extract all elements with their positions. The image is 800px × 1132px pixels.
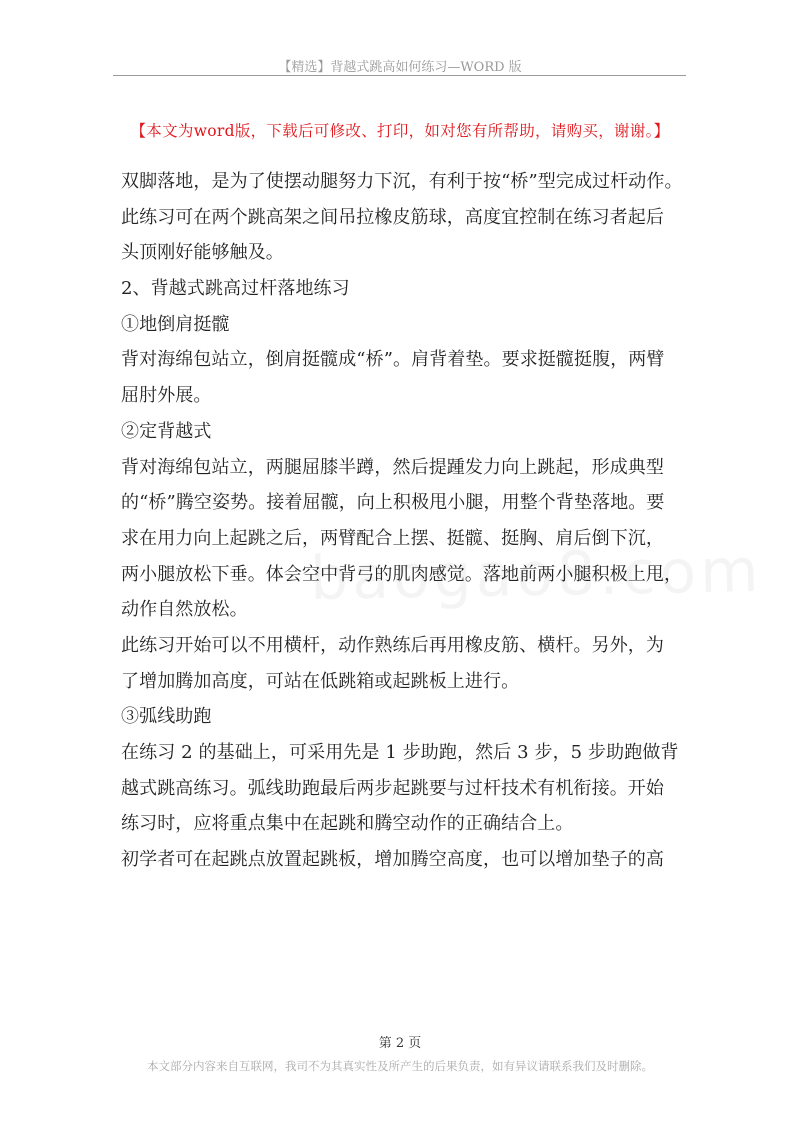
paragraph-line: 此练习开始可以不用横杆，动作熟练后再用橡皮筋、横杆。另外，为 [121, 634, 664, 656]
paragraph-line: 双脚落地，是为了使摆动腿努力下沉，有利于按“桥”型完成过杆动作。 [121, 171, 683, 192]
paragraph-line: 两小腿放松下垂。体会空中背弓的肌肉感觉。落地前两小腿积极上甩， [121, 563, 683, 585]
paragraph-line: 了增加腾加高度，可站在低跳箱或起跳板上进行。 [121, 670, 520, 692]
paragraph-line: 头顶刚好能够触及。 [121, 242, 284, 264]
running-header: 【精选】背越式跳高如何练习—WORD 版 [278, 60, 522, 75]
paragraph-line: 动作自然放松。 [121, 599, 248, 621]
section-heading: 2、背越式跳高过杆落地练习 [121, 278, 350, 300]
paragraph-line: 练习时，应将重点集中在起跳和腾空动作的正确结合上。 [121, 813, 574, 835]
paragraph-line: 在练习 2 的基础上，可采用先是 1 步助跑，然后 3 步，5 步助跑做背 [121, 742, 679, 763]
paragraph-line: 的“桥”腾空姿势。接着屈髋，向上积极甩小腿，用整个背垫落地。要 [121, 492, 665, 514]
paragraph-line: 求在用力向上起跳之后，两臂配合上摆、挺髋、挺胸、肩后倒下沉， [121, 527, 664, 549]
page-number: 第 2 页 [378, 1036, 422, 1051]
paragraph-line: 背对海绵包站立，两腿屈膝半蹲，然后提踵发力向上跳起，形成典型 [121, 456, 664, 478]
body-text [121, 165, 681, 876]
paragraph-line: 初学者可在起跳点放置起跳板，增加腾空高度，也可以增加垫子的高 [121, 849, 664, 871]
subsection-heading: ①地倒肩挺髋 [121, 313, 230, 335]
paragraph-line: 屈肘外展。 [121, 385, 212, 407]
word-version-notice: 【本文为word版，下载后可修改、打印，如对您有所帮助，请购买，谢谢。】 [130, 122, 670, 140]
paragraph-line: 此练习可在两个跳高架之间吊拉橡皮筋球，高度宜控制在练习者起后 [121, 206, 664, 228]
header-divider [113, 75, 686, 76]
paragraph-line: 越式跳高练习。弧线助跑最后两步起跳要与过杆技术有机衔接。开始 [121, 777, 664, 799]
subsection-heading: ③弧线助跑 [121, 706, 212, 728]
paragraph-line: 背对海绵包站立，倒肩挺髋成“桥”。肩背着垫。要求挺髋挺腹，两臂 [121, 349, 665, 371]
footer-disclaimer: 本文部分内容来自互联网，我司不为其真实性及所产生的后果负责，如有异议请联系我们及时删除。 [147, 1059, 653, 1073]
subsection-heading: ②定背越式 [121, 420, 212, 442]
